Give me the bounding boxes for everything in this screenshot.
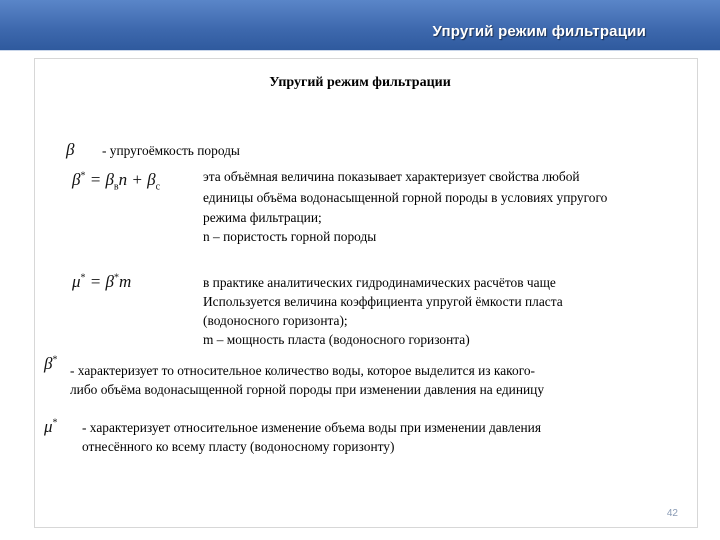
mu-star-symbol: μ* (44, 417, 58, 436)
formula1-line-4: n – пористость горной породы (203, 229, 377, 244)
slide-title: Упругий режим фильтрации (269, 75, 451, 90)
formula-mu-star: μ* = β*m (72, 272, 132, 291)
mu-star-line-1: - характеризует относительное изменение объема воды при изменении давления (82, 420, 542, 435)
header-title: Упругий режим фильтрации (432, 23, 646, 40)
formula2-line-2: Используется величина коэффициента упругой ёмкости пласта (203, 294, 563, 309)
slide-header-bar (0, 0, 720, 51)
formula2-line-1: в практике аналитических гидродинамических расчётов чаще (203, 275, 556, 290)
formula2-line-4: m – мощность пласта (водоносного горизонта) (203, 332, 470, 347)
beta-description: - упругоёмкость породы (102, 143, 240, 158)
page-number: 42 (666, 508, 678, 519)
formula1-line-1: эта объёмная величина показывает характеризует свойства любой (203, 169, 580, 184)
beta-symbol: β (66, 140, 75, 159)
beta-star-line-1: - характеризует то относительное количество воды, которое выделится из какого- (70, 363, 536, 378)
formula-beta-star: $\beta^* = \beta_вn + \beta_с$ (72, 170, 161, 193)
mu-star-line-2: отнесённого ко всему пласту (водоносному горизонту) (82, 439, 395, 454)
formula2-line-3: (водоносного горизонта); (203, 313, 348, 328)
formula1-line-3: режима фильтрации; (203, 210, 322, 225)
formula1-line-2: единицы объёма водонасыщенной горной породы в условиях упругого (203, 190, 608, 205)
beta-star-symbol: β* (44, 354, 58, 373)
beta-star-line-2: либо объёма водонасыщенной горной породы при изменении давления на единицу (70, 382, 545, 397)
